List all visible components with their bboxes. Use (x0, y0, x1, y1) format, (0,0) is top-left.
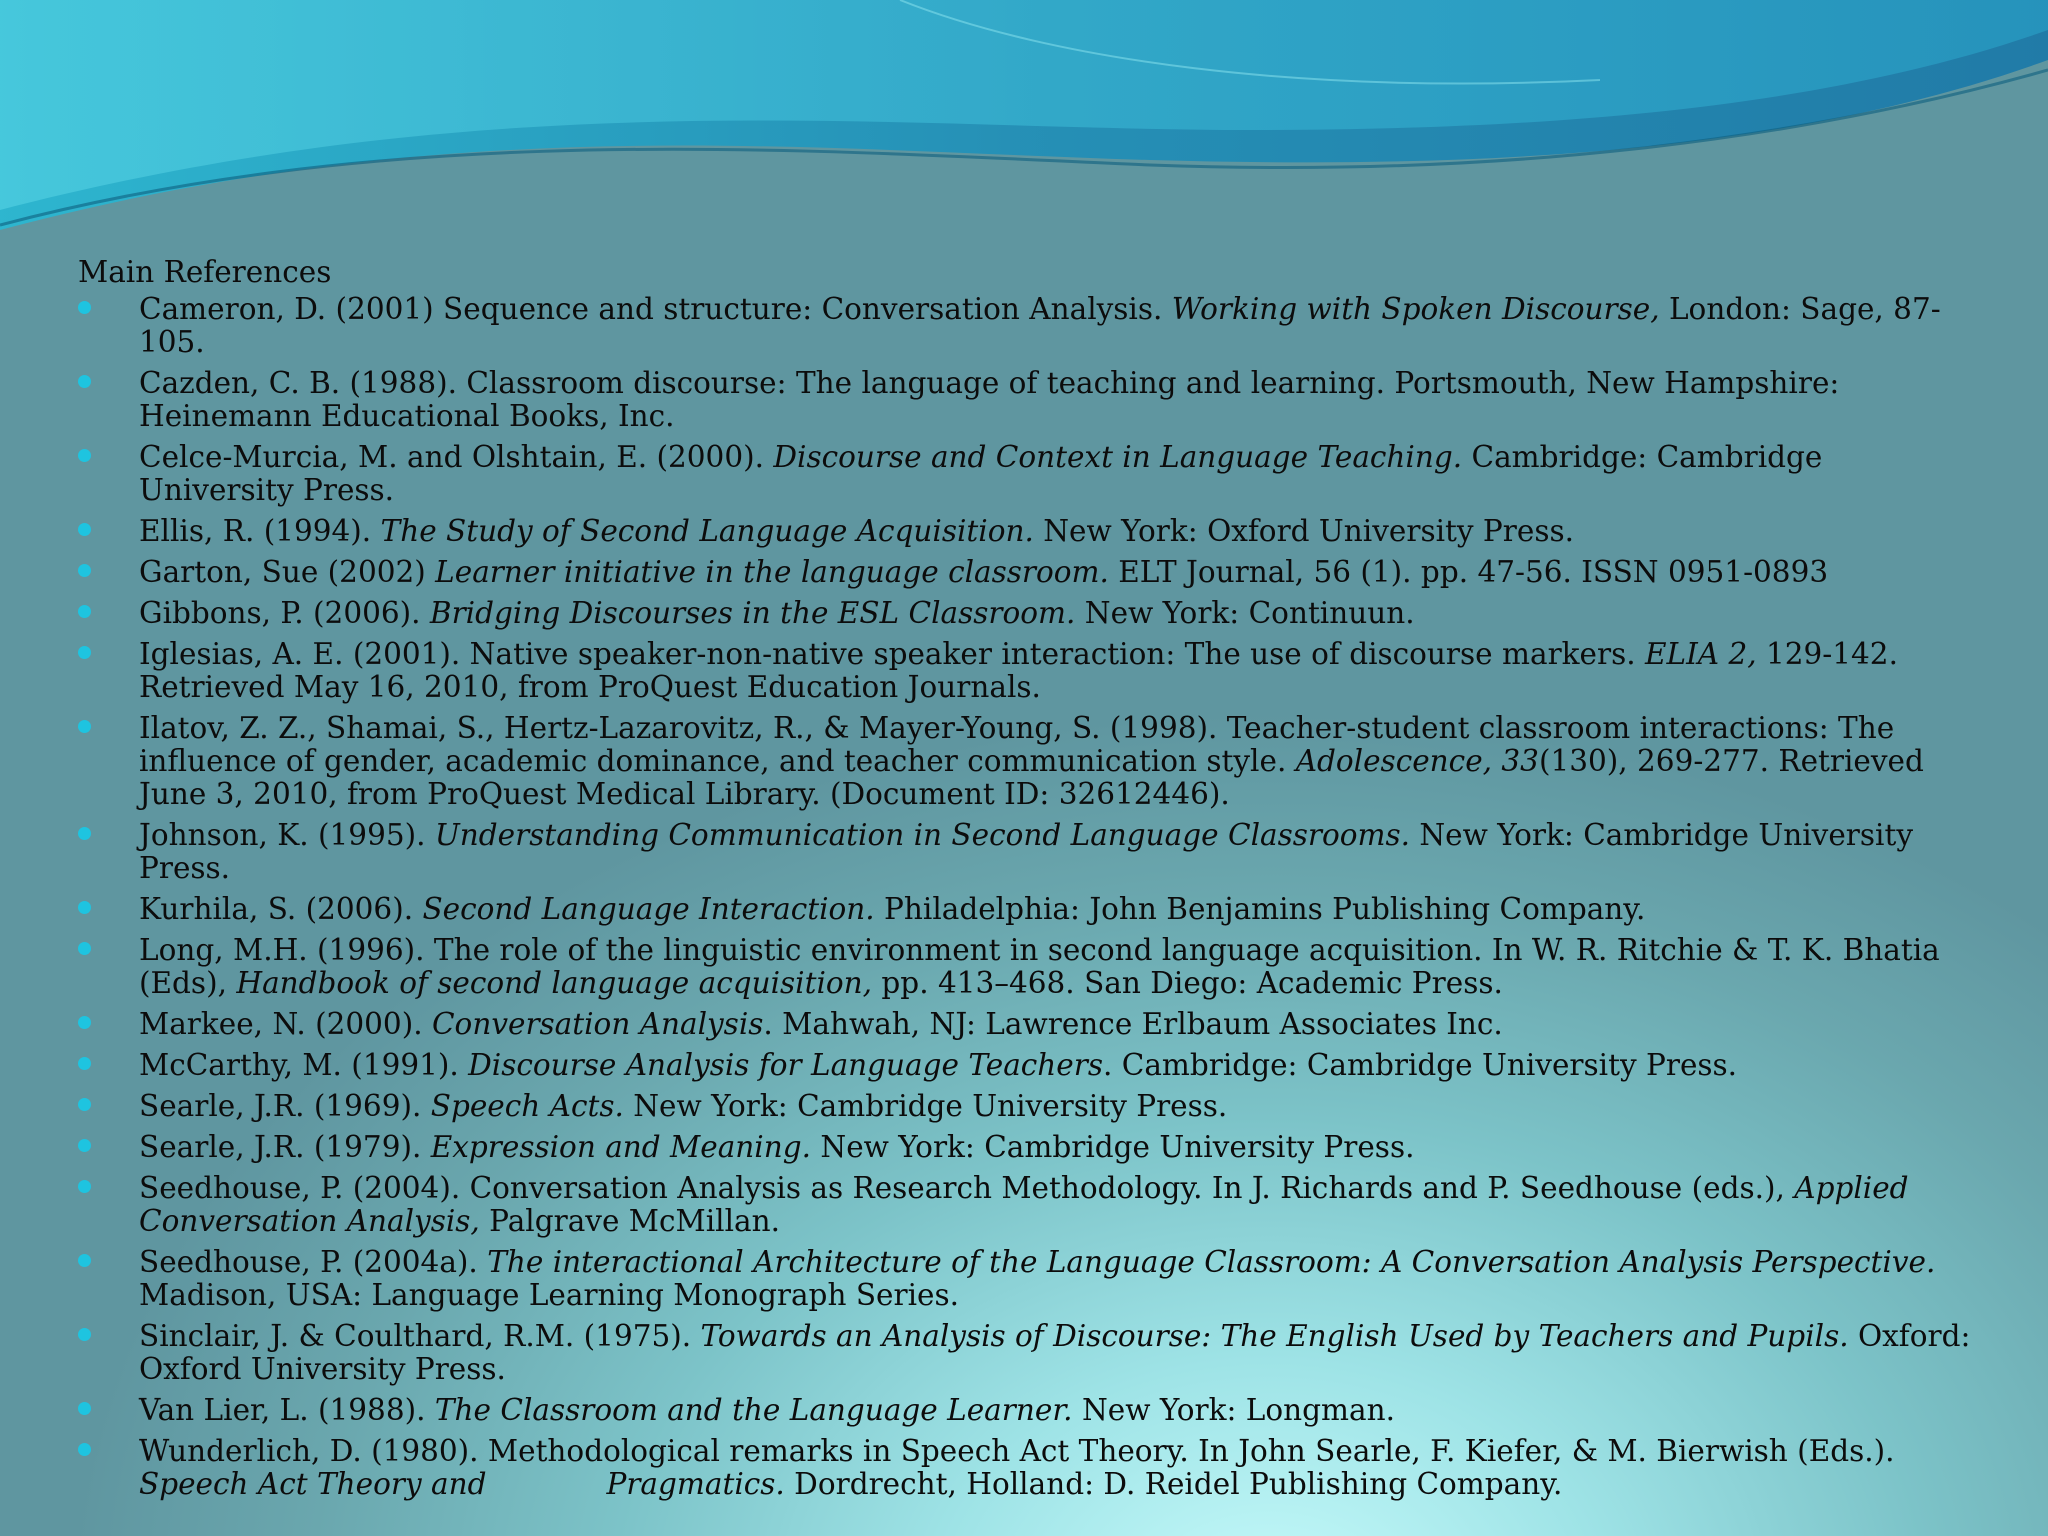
bullet-icon (78, 449, 91, 462)
bullet-icon (78, 1180, 91, 1193)
reference-item: Cameron, D. (2001) Sequence and structure: Conversation Analysis. Working with Spoken Discourse, London: Sage, 87-105. (78, 293, 1978, 359)
bullet-icon (78, 1139, 91, 1152)
references-heading: Main References (78, 255, 332, 289)
bullet-icon (78, 605, 91, 618)
reference-item: Garton, Sue (2002) Learner initiative in the language classroom. ELT Journal, 56 (1). pp. 47-56. ISSN 0951-0893 (78, 556, 1978, 589)
reference-item: Van Lier, L. (1988). The Classroom and the Language Learner. New York: Longman. (78, 1394, 1978, 1427)
reference-item: Ilatov, Z. Z., Shamai, S., Hertz-Lazarovitz, R., & Mayer-Young, S. (1998). Teacher-student classroom interactions: The influence of gender, academic dominance, and teacher communication style. Adolescence, 33(130), 269-277. Retrieved June 3, 2010, from ProQuest Medical Library. (Document ID: 32612446). (78, 712, 1978, 811)
bullet-icon (78, 523, 91, 536)
reference-item: Gibbons, P. (2006). Bridging Discourses in the ESL Classroom. New York: Continuun. (78, 597, 1978, 630)
reference-item: Iglesias, A. E. (2001). Native speaker-non-native speaker interaction: The use of discourse markers. ELIA 2, 129-142. Retrieved May 16, 2010, from ProQuest Education Journals. (78, 638, 1978, 704)
reference-item: Seedhouse, P. (2004). Conversation Analysis as Research Methodology. In J. Richards and P. Seedhouse (eds.), Applied Conversation Analysis, Palgrave McMillan. (78, 1172, 1978, 1238)
bullet-icon (78, 827, 91, 840)
reference-item: Long, M.H. (1996). The role of the linguistic environment in second language acquisition. In W. R. Ritchie & T. K. Bhatia (Eds), Handbook of second language acquisition, pp. 413–468. San Diego: Academic Press. (78, 934, 1978, 1000)
reference-item: Seedhouse, P. (2004a). The interactional Architecture of the Language Classroom: A Conversation Analysis Perspective. Madison, USA: Language Learning Monograph Series. (78, 1246, 1978, 1312)
reference-item: Johnson, K. (1995). Understanding Communication in Second Language Classrooms. New York: Cambridge University Press. (78, 819, 1978, 885)
reference-item: Ellis, R. (1994). The Study of Second Language Acquisition. New York: Oxford University Press. (78, 515, 1978, 548)
references-slide-body (78, 256, 1978, 1509)
bullet-icon (78, 1057, 91, 1070)
reference-item: Markee, N. (2000). Conversation Analysis. Mahwah, NJ: Lawrence Erlbaum Associates Inc. (78, 1008, 1978, 1041)
reference-item: Kurhila, S. (2006). Second Language Interaction. Philadelphia: John Benjamins Publishing Company. (78, 893, 1978, 926)
bullet-icon (78, 646, 91, 659)
reference-item: McCarthy, M. (1991). Discourse Analysis for Language Teachers. Cambridge: Cambridge University Press. (78, 1049, 1978, 1082)
bullet-icon (78, 901, 91, 914)
references-list (78, 293, 1978, 1501)
bullet-icon (78, 375, 91, 388)
reference-item: Celce-Murcia, M. and Olshtain, E. (2000). Discourse and Context in Language Teaching. Cambridge: Cambridge University Press. (78, 441, 1978, 507)
header-wave-decoration (0, 0, 2048, 240)
bullet-icon (78, 1016, 91, 1029)
bullet-icon (78, 1254, 91, 1267)
bullet-icon (78, 1098, 91, 1111)
bullet-icon (78, 1443, 91, 1456)
reference-item: Sinclair, J. & Coulthard, R.M. (1975). Towards an Analysis of Discourse: The English Used by Teachers and Pupils. Oxford: Oxford University Press. (78, 1320, 1978, 1386)
bullet-icon (78, 720, 91, 733)
reference-item: Searle, J.R. (1969). Speech Acts. New York: Cambridge University Press. (78, 1090, 1978, 1123)
bullet-icon (78, 564, 91, 577)
bullet-icon (78, 1328, 91, 1341)
reference-item: Searle, J.R. (1979). Expression and Meaning. New York: Cambridge University Press. (78, 1131, 1978, 1164)
bullet-icon (78, 942, 91, 955)
bullet-icon (78, 1402, 91, 1415)
reference-item: Cazden, C. B. (1988). Classroom discourse: The language of teaching and learning. Portsmouth, New Hampshire: Heinemann Educational Books, Inc. (78, 367, 1978, 433)
reference-item: Wunderlich, D. (1980). Methodological remarks in Speech Act Theory. In John Searle, F. Kiefer, & M. Bierwish (Eds.). Speech Act Theory and Pragmatics. Dordrecht, Holland: D. Reidel Publishing Company. (78, 1435, 1978, 1501)
bullet-icon (78, 301, 91, 314)
